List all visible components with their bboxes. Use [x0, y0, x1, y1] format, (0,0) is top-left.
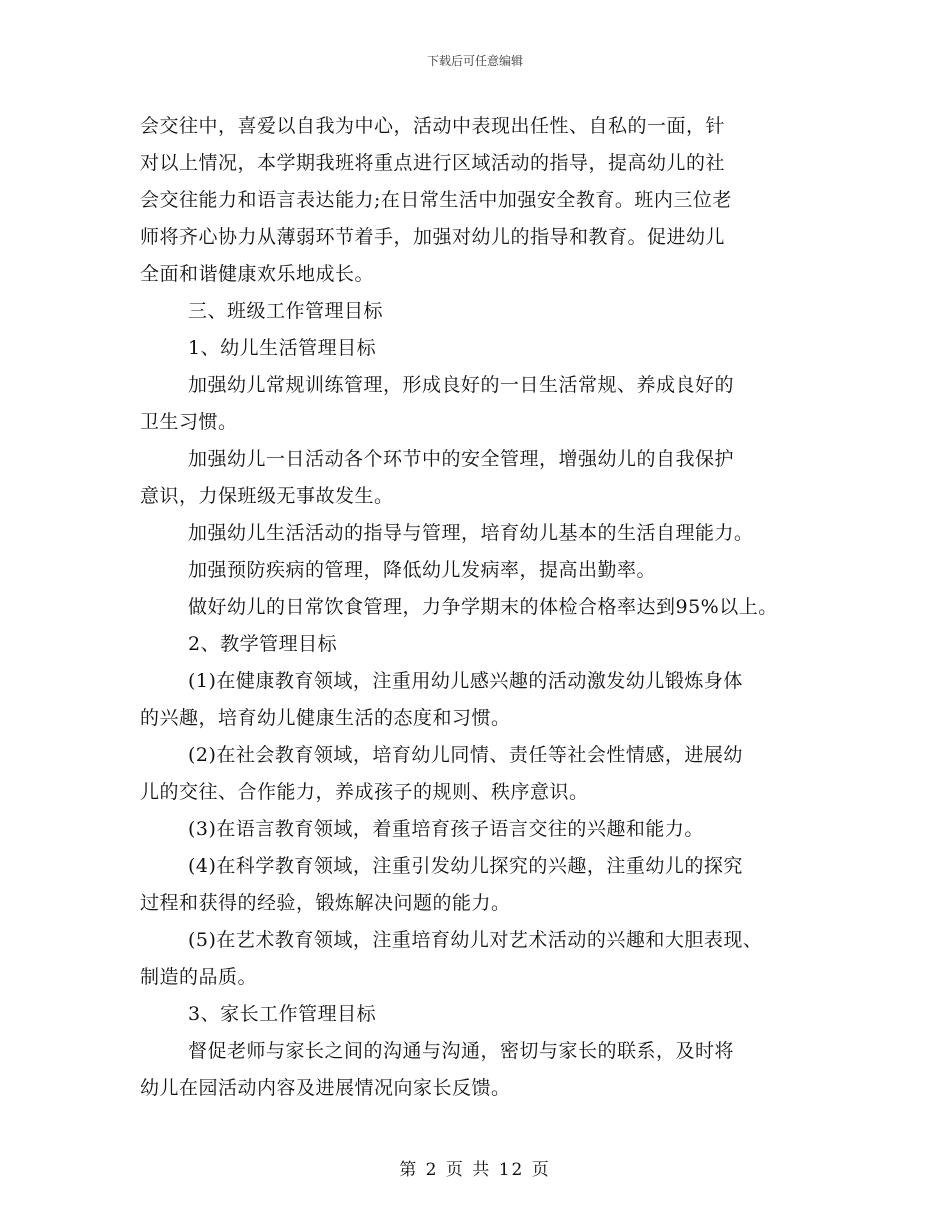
text-line: (5)在艺术教育领域，注重培育幼儿对艺术活动的兴趣和大胆表现、 — [188, 929, 763, 951]
text-line: (3)在语言教育领域，着重培育孩子语言交往的兴趣和能力。 — [188, 818, 704, 840]
text-line: 加强幼儿生活活动的指导与管理，培育幼儿基本的生活自理能力。 — [188, 522, 754, 544]
text-line: 做好幼儿的日常饮食管理，力争学期末的体检合格率达到95%以上。 — [188, 596, 778, 618]
text-line: 3、家长工作管理目标 — [188, 1003, 377, 1025]
text-line: 卫生习惯。 — [140, 411, 238, 433]
text-line: 制造的品质。 — [140, 966, 258, 988]
document-body — [140, 108, 830, 1107]
text-line: 师将齐心协力从薄弱环节着手，加强对幼儿的指导和教育。促进幼儿 — [140, 226, 726, 248]
text-line: 幼儿在园活动内容及进展情况向家长反馈。 — [140, 1077, 511, 1099]
text-line: 儿的交往、合作能力，养成孩子的规则、秩序意识。 — [140, 781, 589, 803]
text-line: 2、教学管理目标 — [188, 633, 338, 655]
text-line: 意识，力保班级无事故发生。 — [140, 485, 394, 507]
text-line: 全面和谐健康欢乐地成长。 — [140, 263, 375, 285]
text-line: 加强幼儿常规训练管理，形成良好的一日生活常规、养成良好的 — [188, 374, 735, 396]
text-line: 过程和获得的经验，锻炼解决问题的能力。 — [140, 892, 511, 914]
text-line: (1)在健康教育领域，注重用幼儿感兴趣的活动激发幼儿锻炼身体 — [188, 670, 743, 692]
page-header: 下载后可任意编辑 — [426, 54, 523, 68]
text-line: 的兴趣，培育幼儿健康生活的态度和习惯。 — [140, 707, 511, 729]
text-line: (2)在社会教育领域，培育幼儿同情、责任等社会性情感，进展幼 — [188, 744, 743, 766]
text-line: 会交往中，喜爱以自我为中心，活动中表现出任性、自私的一面，针 — [140, 115, 726, 137]
text-line: 加强幼儿一日活动各个环节中的安全管理，增强幼儿的自我保护 — [188, 448, 735, 470]
text-line: 对以上情况，本学期我班将重点进行区域活动的指导，提高幼儿的社 — [140, 152, 726, 174]
text-line: 1、幼儿生活管理目标 — [188, 337, 377, 359]
text-line: 督促老师与家长之间的沟通与沟通，密切与家长的联系，及时将 — [188, 1040, 735, 1062]
page-footer: 第 2 页 共 12 页 — [399, 1160, 551, 1180]
text-line: 三、班级工作管理目标 — [188, 300, 384, 322]
text-line: (4)在科学教育领域，注重引发幼儿探究的兴趣，注重幼儿的探究 — [188, 855, 743, 877]
text-line: 加强预防疾病的管理，降低幼儿发病率，提高出勤率。 — [188, 559, 657, 581]
text-line: 会交往能力和语言表达能力;在日常生活中加强安全教育。班内三位老 — [140, 189, 732, 211]
